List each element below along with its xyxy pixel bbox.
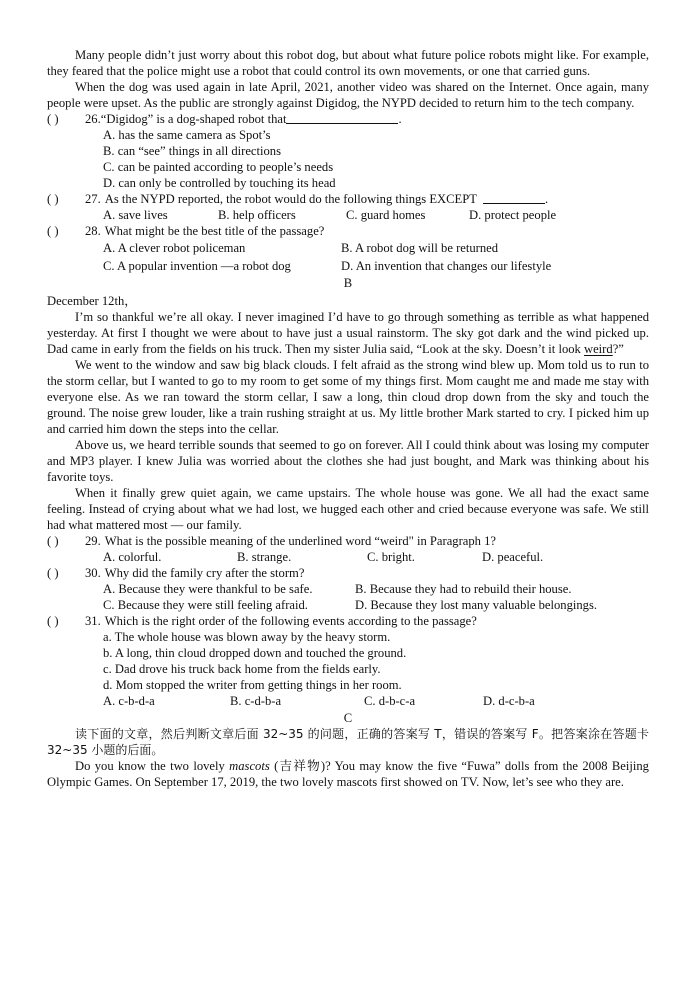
option: D. peaceful.	[482, 550, 544, 564]
option-row	[47, 549, 649, 565]
answer-blank: ( )	[47, 614, 59, 628]
question-number: 29.	[85, 534, 101, 548]
question-number: 26.	[85, 112, 101, 126]
option: D. An invention that changes our lifestyle	[341, 259, 552, 273]
option: A. Because they were thankful to be safe.	[103, 582, 313, 596]
option: A. save lives	[103, 208, 168, 222]
option: C. bright.	[367, 550, 415, 564]
diary-date: December 12th，	[47, 294, 137, 308]
question-number: 27.	[85, 192, 101, 206]
option: C. guard homes	[346, 208, 426, 222]
option-row	[47, 597, 649, 613]
passage-b-paragraph: I’m so thankful we’re all okay. I never imagined I’d have to go through something as terrible as what happened yesterday. At first I thought we were about to have just a usual rainstorm. The sky got dark and the wind picked up. Dad came in early from the fields on his truck. Then my sister Julia said, “Look at the sky. Doesn’t it look weird?”	[47, 310, 649, 356]
option: B. Because they had to rebuild their house.	[355, 582, 572, 596]
option: B. can “see” things in all directions	[103, 144, 282, 158]
option: C. Because they were still feeling afraid.	[103, 598, 308, 612]
option: A. colorful.	[103, 550, 162, 564]
option-row	[47, 207, 649, 223]
fill-blank	[483, 191, 545, 204]
underlined-word: weird	[584, 342, 613, 356]
question-end: .	[544, 192, 549, 206]
question-27	[47, 191, 649, 207]
question-31	[47, 613, 649, 629]
answer-blank: ( )	[47, 112, 59, 126]
italic-word: mascots	[229, 759, 270, 773]
question-stem: Which is the right order of the following events according to the passage?	[104, 614, 477, 628]
passage-a-paragraph: Many people didn’t just worry about this robot dog, but about what future police robots might like. For example, they feared that the police might use a robot that could control its own movements, or one that carried guns.	[47, 48, 649, 78]
section-label-b: B	[343, 276, 353, 290]
event-item: b. A long, thin cloud dropped down and touched the ground.	[103, 646, 407, 660]
section-c-instruction: 读下面的文章，然后判断文章后面 32~35 的问题，正确的答案写 T，错误的答案写 F。把答案涂在答题卡 32~35 小题的后面。	[47, 727, 649, 757]
option-row	[47, 257, 649, 275]
passage-a-paragraph: When the dog was used again in late April, 2021, another video was shared on the Internet. Once again, many people were upset. As the public are strongly against Digidog, the NYPD decided to return him to the tech company.	[47, 80, 649, 110]
question-26	[47, 111, 649, 127]
option: A. A clever robot policeman	[103, 241, 246, 255]
option: D. can only be controlled by touching its head	[103, 176, 336, 190]
option: C. A popular invention —a robot dog	[103, 259, 291, 273]
exam-page	[47, 47, 649, 790]
event-item: a. The whole house was blown away by the heavy storm.	[103, 630, 391, 644]
section-label-c: C	[343, 711, 353, 725]
answer-blank: ( )	[47, 566, 59, 580]
question-stem: “Digidog” is a dog-shaped robot that	[100, 112, 287, 126]
question-stem: What might be the best title of the passage?	[104, 224, 325, 238]
passage-b-paragraph: When it finally grew quiet again, we came upstairs. The whole house was gone. We all had the exact same feeling. Instead of crying about what we had lost, we hugged each other and cried because everyone was safe. We still had what mattered most — our family.	[47, 486, 649, 532]
option: B. A robot dog will be returned	[341, 241, 499, 255]
question-number: 30.	[85, 566, 101, 580]
option: D. Because they lost many valuable belongings.	[355, 598, 598, 612]
option-row	[47, 693, 649, 709]
fill-blank	[286, 111, 398, 124]
question-stem: What is the possible meaning of the underlined word “weird" in Paragraph 1?	[104, 534, 496, 548]
option: D. d-c-b-a	[483, 694, 535, 708]
answer-blank: ( )	[47, 534, 59, 548]
option: C. can be painted according to people’s needs	[103, 160, 334, 174]
question-end: .	[398, 112, 402, 126]
option: B. strange.	[237, 550, 292, 564]
option-row	[47, 581, 649, 597]
option: D. protect people	[469, 208, 557, 222]
passage-b-paragraph: We went to the window and saw big black clouds. I felt afraid as the strong wind blew up. Mom told us to run to the storm cellar, but I wanted to go to my room to get some of my things first. Mom caught me and made me stay with everyone else. As we ran toward the storm cellar, I saw a long, thin cloud drop down from the sky and touch the ground. The noise grew louder, like a train rushing straight at us. My little brother Mark started to cry. I picked him up and carried him down the steps into the cellar.	[47, 358, 649, 436]
option-row	[47, 239, 649, 257]
question-29	[47, 533, 649, 549]
answer-blank: ( )	[47, 224, 59, 238]
event-item: d. Mom stopped the writer from getting things in her room.	[103, 678, 402, 692]
question-30	[47, 565, 649, 581]
question-number: 31.	[85, 614, 101, 628]
passage-c-paragraph: Do you know the two lovely mascots (吉祥物)? You may know the five “Fuwa” dolls from the 2008 Beijing Olympic Games. On September 17, 2019, the two lovely mascots first showed on TV. Now, let’s see who they are.	[47, 759, 649, 789]
option: A. c-b-d-a	[103, 694, 155, 708]
question-28	[47, 223, 649, 239]
option: C. d-b-c-a	[364, 694, 416, 708]
question-stem: Why did the family cry after the storm?	[104, 566, 305, 580]
passage-b-paragraph: Above us, we heard terrible sounds that seemed to go on forever. All I could think about was losing my computer and MP3 player. I knew Julia was worried about the clothes she had just bought, and Mark was thinking about his favorite toys.	[47, 438, 649, 484]
option: B. help officers	[218, 208, 296, 222]
option: B. c-d-b-a	[230, 694, 282, 708]
event-item: c. Dad drove his truck back home from the fields early.	[103, 662, 381, 676]
question-stem: As the NYPD reported, the robot would do the following things EXCEPT	[104, 192, 477, 206]
answer-blank: ( )	[47, 192, 59, 206]
question-number: 28.	[85, 224, 101, 238]
option: A. has the same camera as Spot’s	[103, 128, 271, 142]
